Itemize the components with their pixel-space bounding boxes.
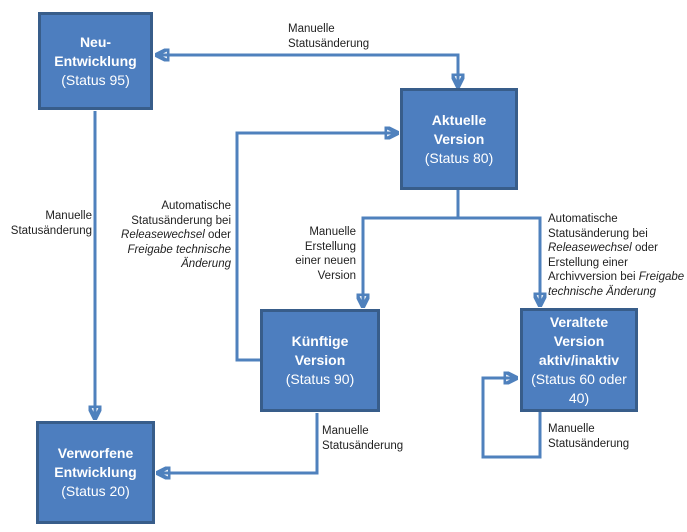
edge-neu-to-aktuelle: [157, 55, 458, 86]
node-status: (Status 20): [61, 483, 130, 499]
edge-aktuelle-to-veraltete: [458, 218, 540, 305]
node-status: (Status 80): [424, 149, 494, 166]
node-title-line: Entwicklung: [54, 52, 137, 69]
node-title-line: Version: [433, 130, 485, 147]
node-verworfene-entwicklung: [36, 421, 155, 524]
node-aktuelle-version: [400, 88, 518, 190]
node-status: (Status 95): [61, 71, 130, 88]
node-neu-entwicklung: [38, 12, 153, 110]
edge-kuenftige-to-verworfene: [158, 413, 317, 473]
node-title-line: Neu-: [79, 33, 112, 50]
node-title-line: Verworfene: [57, 445, 134, 461]
label-manuelle-statusaenderung-top: Manuelle Statusänderung: [288, 23, 370, 50]
edge-aktuelle-to-neu: [157, 55, 458, 86]
label-manuelle-statusaenderung-left: Manuelle Statusänderung: [10, 210, 92, 237]
node-status: (Status 90): [285, 371, 355, 387]
node-title-line: Veraltete: [549, 313, 609, 330]
edge-aktuelle-to-kuenftige: [363, 190, 458, 306]
node-title-line: Künftige: [291, 333, 349, 349]
node-title-line: Entwicklung: [54, 464, 137, 480]
label-automatische-statusaenderung-right: Automatische Statusänderung bei Releasewechsel oder Erstellung einer Archivversion bei Freigabe technische Änderung: [548, 213, 685, 298]
node-kuenftige-version: [260, 309, 380, 412]
label-manuelle-erstellung: Manuelle Erstellung einer neuen Version: [295, 226, 356, 282]
node-veraltete-version: [520, 308, 638, 412]
node-title-line: aktiv/inaktiv: [538, 351, 620, 368]
node-title-line: Version: [294, 352, 346, 368]
label-manuelle-statusaenderung-kuenftige: Manuelle Statusänderung: [322, 425, 404, 452]
node-title-line: Aktuelle: [431, 111, 487, 128]
node-status: (Status 60 oder 40): [531, 370, 627, 406]
label-automatische-statusaenderung-left: Automatische Statusänderung bei Releasewechsel oder Freigabe technische Änderung: [121, 200, 231, 270]
node-title-line: Version: [553, 332, 605, 349]
label-manuelle-statusaenderung-loop: Manuelle Statusänderung: [548, 423, 630, 450]
